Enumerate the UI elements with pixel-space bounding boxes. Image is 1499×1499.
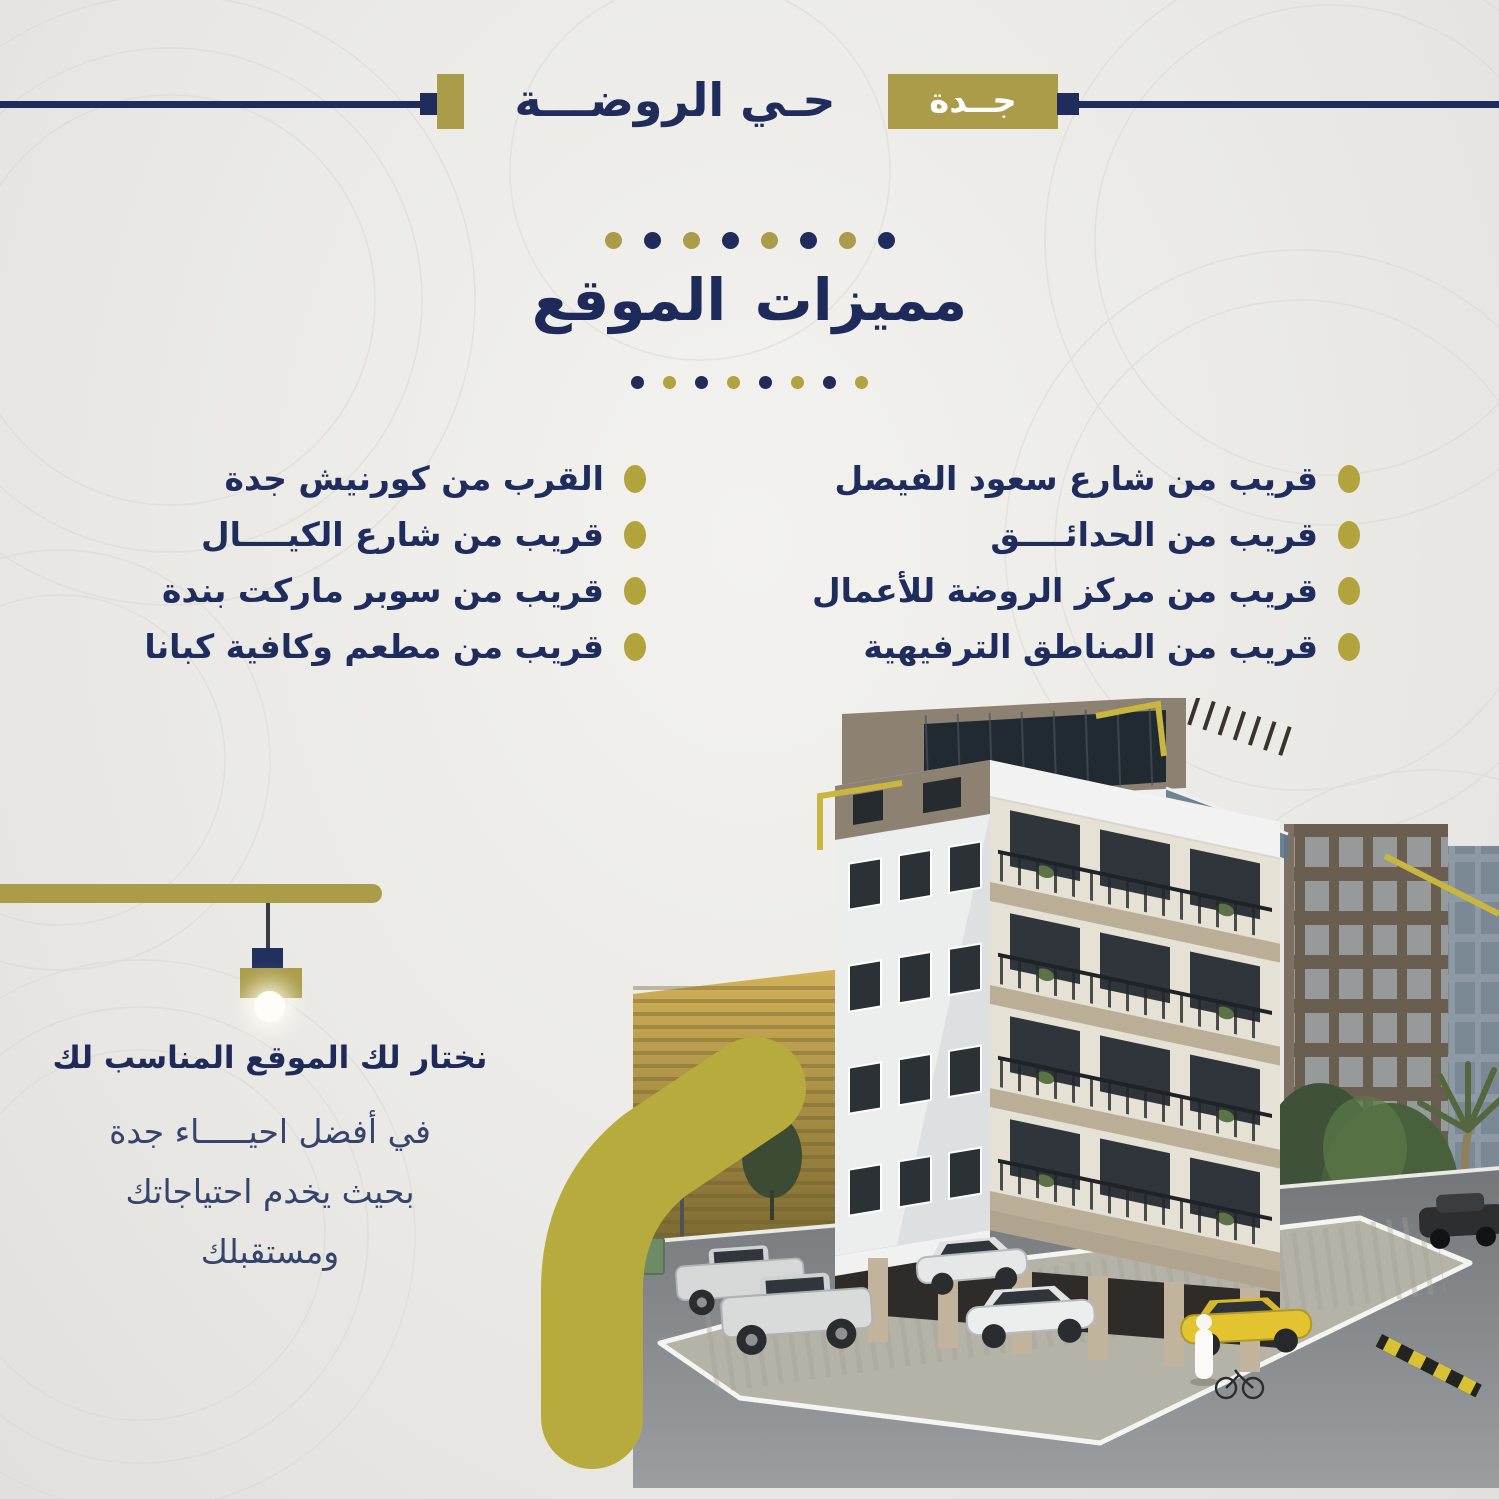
feature-item [225,458,646,499]
lamp-socket [252,948,283,969]
slogan-line: في أفضل احيـــــاء جدة [109,1112,431,1151]
bullet-dot-icon [1338,465,1360,493]
slogan-line: ومستقبلك [200,1232,340,1272]
feature-item [863,626,1360,667]
feature-text: قريب من مطعم وكافية كبانا [144,627,604,666]
feature-item [144,626,646,667]
header-line-left [0,101,423,108]
bullet-dot-icon [1338,633,1360,661]
bullet-dot-icon [624,577,646,605]
bullet-dot-icon [624,633,646,661]
page-title: مميزات الموقع [531,266,968,334]
bullet-dot-icon [624,521,646,549]
bullet-dot-icon [1338,577,1360,605]
feature-text: قريب من شارع سعود الفيصل [834,459,1318,498]
feature-item [990,514,1360,555]
header-connector-right [1057,93,1079,115]
feature-item [201,514,646,555]
lamp-arm [0,884,382,903]
feature-text: قريب من المناطق الترفيهية [863,627,1318,666]
bullet-dot-icon [1338,521,1360,549]
slogan-block [10,1040,530,1282]
feature-item [162,570,646,611]
features-right-column [800,458,1360,667]
gold-curve-decoration [470,1000,890,1499]
features-left-column [86,458,646,667]
district-title: حـي الروضـــة [514,73,836,127]
slogan-headline: نختار لك الموقع المناسب لك [52,1040,488,1076]
lamp-bulb-icon [254,991,285,1022]
slogan-line: بحيث يخدم احتياجاتك [125,1172,415,1212]
feature-text: قريب من مركز الروضة للأعمال [811,571,1318,610]
lamp-wire [266,903,270,950]
bullet-dot-icon [624,465,646,493]
feature-text: قريب من شارع الكيــــال [201,515,604,554]
feature-text: القرب من كورنيش جدة [224,459,604,498]
building-front-face [990,760,1280,1292]
feature-item [812,570,1360,611]
feature-text: قريب من سوبر ماركت بندة [162,571,604,610]
feature-text: قريب من الحدائــــق [990,515,1318,554]
feature-item [834,458,1360,499]
city-badge: جــدة [888,74,1058,129]
decor-dots-bottom [0,376,1499,389]
decor-dots-top [0,232,1499,249]
header-line-right [1079,101,1499,108]
